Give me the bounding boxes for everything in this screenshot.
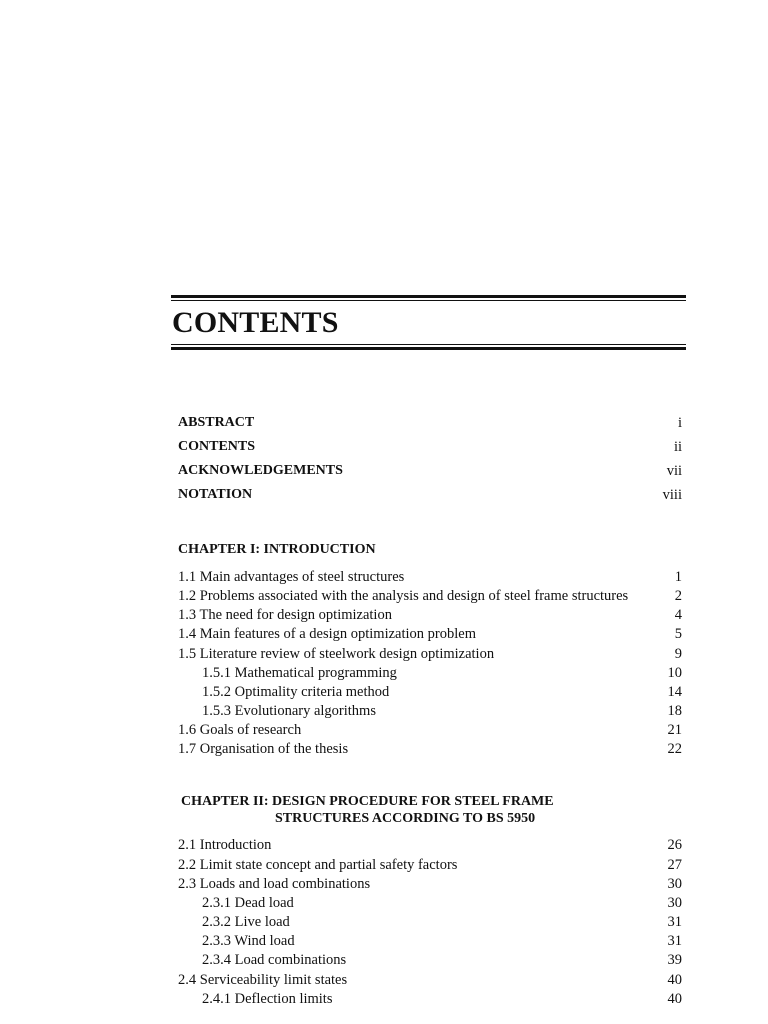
toc-entry-label: 1.6 Goals of research: [178, 722, 302, 738]
top-rule-thin: [171, 300, 686, 301]
toc-entry-label: 1.4 Main features of a design optimization problem: [178, 626, 476, 642]
toc-entry-page: viii: [662, 487, 682, 503]
toc-entry-label: 1.5 Literature review of steelwork design optimization: [178, 646, 495, 662]
toc-subentry: [178, 663, 682, 683]
toc-entry-page: 5: [674, 626, 682, 642]
toc-entry-label: ABSTRACT: [178, 415, 255, 430]
toc-entry-page: 14: [667, 684, 682, 700]
toc-entry-notation: [178, 485, 682, 505]
chapter-1-heading: CHAPTER I: INTRODUCTION: [178, 542, 376, 557]
chapter-2-heading-line1: CHAPTER II: DESIGN PROCEDURE FOR STEEL FRAME: [181, 794, 554, 809]
bottom-rule-thin: [171, 344, 686, 345]
toc-entry-page: 31: [667, 933, 682, 949]
toc-entry: [178, 720, 682, 740]
toc-entry-page: 1: [674, 569, 682, 585]
toc-entry: [178, 586, 682, 606]
toc-entry: [178, 855, 682, 875]
toc-subentry: [178, 931, 682, 951]
toc-entry: [178, 970, 682, 990]
toc-subentry: [178, 893, 682, 913]
toc-entry-label: 1.7 Organisation of the thesis: [178, 741, 349, 757]
toc-subentry: [178, 989, 682, 1009]
toc-entry-page: 10: [667, 665, 682, 681]
toc-entry-label: 2.3 Loads and load combinations: [178, 876, 371, 892]
bottom-rule-thick: [171, 347, 686, 350]
toc-entry-label: NOTATION: [178, 487, 253, 502]
toc-entry-page: 40: [667, 991, 682, 1007]
toc-entry-page: 30: [667, 895, 682, 911]
toc-subentry: [178, 682, 682, 702]
toc-entry-label: 2.2 Limit state concept and partial safety factors: [178, 857, 458, 873]
toc-entry-label: 1.5.3 Evolutionary algorithms: [202, 703, 376, 719]
toc-entry-label: 2.3.3 Wind load: [202, 933, 295, 949]
toc-entry-label: CONTENTS: [178, 439, 256, 454]
toc-entry: [178, 874, 682, 894]
toc-entry-label: 1.5.2 Optimality criteria method: [202, 684, 390, 700]
toc-entry: [178, 605, 682, 625]
toc-entry-label: 1.5.1 Mathematical programming: [202, 665, 397, 681]
toc-entry-label: ACKNOWLEDGEMENTS: [178, 463, 343, 478]
toc-entry-page: 4: [674, 607, 682, 623]
toc-entry: [178, 835, 682, 855]
toc-entry-page: 39: [667, 952, 682, 968]
toc-entry-page: 40: [667, 972, 682, 988]
toc-entry-contents: [178, 437, 682, 457]
toc-entry-page: 30: [667, 876, 682, 892]
toc-entry-label: 2.3.4 Load combinations: [202, 952, 347, 968]
toc-subentry: [178, 701, 682, 721]
toc-entry-page: 27: [667, 857, 682, 873]
toc-entry-label: 2.3.1 Dead load: [202, 895, 294, 911]
toc-entry-page: 9: [674, 646, 682, 662]
toc-entry-page: vii: [666, 463, 682, 479]
page-title: CONTENTS: [172, 306, 339, 339]
toc-entry-label: 2.1 Introduction: [178, 837, 272, 853]
toc-entry-page: 2: [674, 588, 682, 604]
toc-entry-page: 21: [667, 722, 682, 738]
chapter-2-heading-line2: STRUCTURES ACCORDING TO BS 5950: [275, 811, 536, 826]
toc-entry-label: 1.3 The need for design optimization: [178, 607, 392, 623]
toc-entry-label: 2.4.1 Deflection limits: [202, 991, 333, 1007]
toc-entry-label: 1.2 Problems associated with the analysis and design of steel frame structures: [178, 588, 629, 604]
toc-entry-page: 31: [667, 914, 682, 930]
toc-entry: [178, 644, 682, 664]
toc-entry-page: 26: [667, 837, 682, 853]
toc-entry-page: 22: [667, 741, 682, 757]
toc-entry-label: 1.1 Main advantages of steel structures: [178, 569, 405, 585]
toc-entry: [178, 624, 682, 644]
toc-entry: [178, 739, 682, 759]
toc-entry-page: ii: [673, 439, 682, 455]
toc-entry-abstract: [178, 413, 682, 433]
top-rule-thick: [171, 295, 686, 298]
toc-entry-acknowledgements: [178, 461, 682, 481]
toc-entry: [178, 567, 682, 587]
toc-entry-page: i: [677, 415, 682, 431]
toc-entry-label: 2.4 Serviceability limit states: [178, 972, 348, 988]
toc-subentry: [178, 912, 682, 932]
toc-subentry: [178, 950, 682, 970]
toc-entry-page: 18: [667, 703, 682, 719]
toc-entry-label: 2.3.2 Live load: [202, 914, 290, 930]
